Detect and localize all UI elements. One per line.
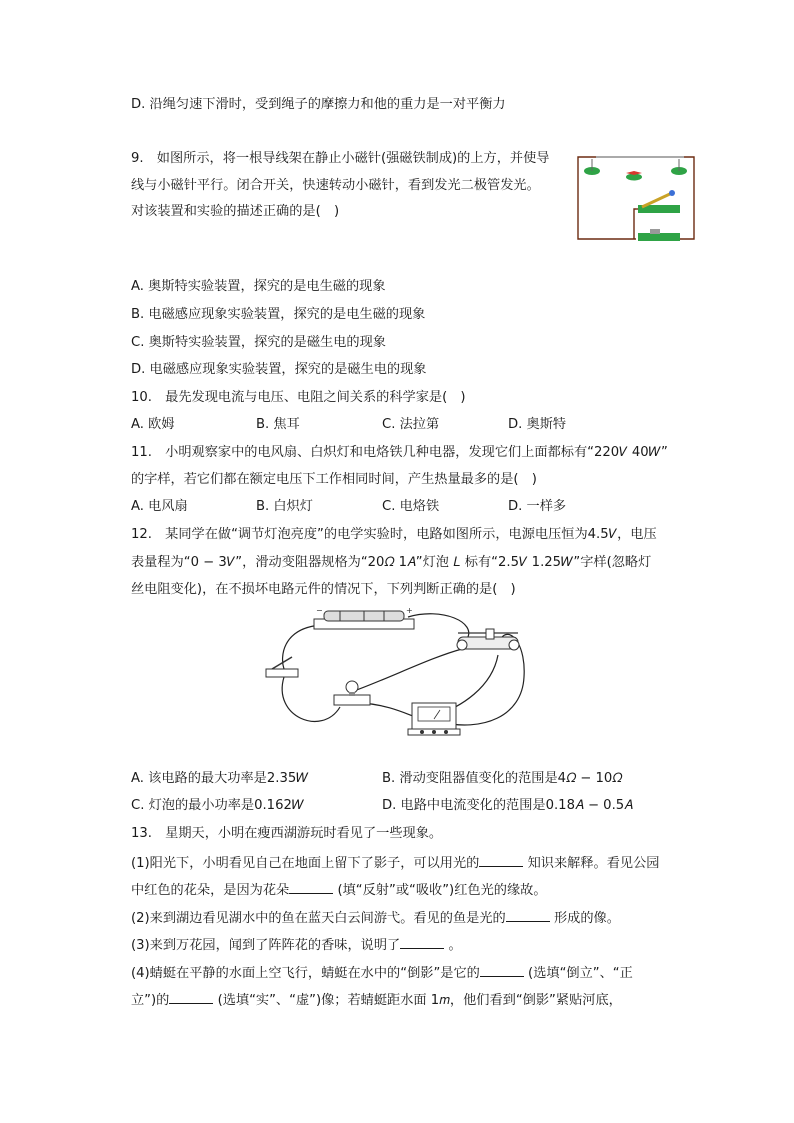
q12-stem-line-1: 12. 某同学在做“调节灯泡亮度”的电学实验时，电路如图所示，电源电压恒为4.5𝑉，电压 [131, 527, 657, 542]
q9-stem-line-3: 对该装置和实验的描述正确的是( ) [131, 204, 340, 219]
q12-option-b: B. 滑动变阻器值变化的范围是4𝛺 − 10𝛺 [382, 771, 623, 786]
q13-part3 [131, 934, 462, 956]
q13-blank-5[interactable] [480, 962, 524, 977]
q13-part4-text-d: (选填“实”、“虚”)像；若蜻蜓距水面 1𝑚，他们看到“倒影”紧贴河底， [217, 993, 622, 1008]
svg-text:−: − [316, 607, 323, 615]
q13-part1-line1 [131, 852, 659, 874]
svg-text:+: + [406, 607, 413, 615]
q9-stem-line-2: 线与小磁针平行。闭合开关，快速转动小磁针，看到发光二极管发光。 [131, 178, 540, 193]
q10-option-c: C. 法拉第 [382, 417, 440, 432]
q13-part4-line2 [131, 989, 622, 1011]
q8-option-d: D. 沿绳匀速下滑时，受到绳子的摩擦力和他的重力是一对平衡力 [131, 97, 506, 112]
q9-option-b: B. 电磁感应现象实验装置，探究的是电生磁的现象 [131, 307, 426, 322]
q12-stem-line-3: 丝电阻变化)，在不损坏电路元件的情况下，下列判断正确的是( ) [131, 582, 516, 597]
q13-part1-text-c: 中红色的花朵，是因为花朵 [131, 883, 290, 898]
q9-stem-line-1: 9. 如图所示，将一根导线架在静止小磁针(强磁铁制成)的上方，并使导 [131, 151, 550, 166]
q9-option-c: C. 奥斯特实验装置，探究的是磁生电的现象 [131, 335, 386, 350]
q13-part1-text-d: (填“反射”或“吸收”)红色光的缘故。 [337, 883, 547, 898]
q13-part3-text-b: 。 [448, 938, 462, 953]
q12-option-d: D. 电路中电流变化的范围是0.18𝐴 − 0.5𝐴 [382, 798, 633, 813]
q9-option-d: D. 电磁感应现象实验装置，探究的是磁生电的现象 [131, 362, 427, 377]
q13-part4-line1 [131, 962, 633, 984]
q13-part4-text-a: (4)蜻蜓在平静的水面上空飞行，蜻蜓在水中的“倒影”是它的 [131, 966, 480, 981]
q12-stem-line-2: 表量程为“0 − 3𝑉”，滑动变阻器规格为“20𝛺 1𝐴”灯泡 𝐿 标有“2.5𝑉 1.25𝑊”字样(忽略灯 [131, 555, 652, 570]
q13-blank-3[interactable] [506, 907, 550, 922]
q9-figure [576, 151, 698, 243]
q13-blank-2[interactable] [289, 879, 333, 894]
q13-blank-6[interactable] [169, 989, 213, 1004]
q11-option-a: A. 电风扇 [131, 499, 188, 514]
q13-part4-text-c: 立”)的 [131, 993, 170, 1008]
q13-part1-text-b: 知识来解释。看见公园 [527, 856, 660, 871]
q9-option-a: A. 奥斯特实验装置，探究的是电生磁的现象 [131, 279, 386, 294]
q13-stem: 13. 星期天，小明在瘦西湖游玩时看见了一些现象。 [131, 826, 443, 841]
q13-part2-text-a: (2)来到湖边看见湖水中的鱼在蓝天白云间游弋。看见的鱼是光的 [131, 911, 506, 926]
q11-option-c: C. 电烙铁 [382, 499, 440, 514]
q10-stem: 10. 最先发现电流与电压、电阻之间关系的科学家是( ) [131, 390, 466, 405]
q13-part2 [131, 907, 620, 929]
q12-circuit-figure [262, 607, 534, 747]
q10-option-b: B. 焦耳 [256, 417, 300, 432]
q13-part1-line2 [131, 879, 547, 901]
q10-option-a: A. 欧姆 [131, 417, 175, 432]
q13-part2-text-b: 形成的像。 [553, 911, 620, 926]
q12-option-c: C. 灯泡的最小功率是0.162𝑊 [131, 798, 305, 813]
q13-part4-text-b: (选填“倒立”、“正 [528, 966, 633, 981]
q11-option-b: B. 白炽灯 [256, 499, 313, 514]
q13-blank-4[interactable] [400, 934, 444, 949]
q11-stem-line-2: 的字样，若它们都在额定电压下工作相同时间，产生热量最多的是( ) [131, 472, 537, 487]
q13-blank-1[interactable] [479, 852, 523, 867]
q12-option-a: A. 该电路的最大功率是2.35𝑊 [131, 771, 309, 786]
q11-option-d: D. 一样多 [508, 499, 567, 514]
q13-part1-text-a: (1)阳光下，小明看见自己在地面上留下了影子，可以用光的 [131, 856, 480, 871]
q10-option-d: D. 奥斯特 [508, 417, 567, 432]
q11-stem-line-1: 11. 小明观察家中的电风扇、白炽灯和电烙铁几种电器，发现它们上面都标有“220𝑉 40𝑊” [131, 445, 668, 460]
q13-part3-text-a: (3)来到万花园，闻到了阵阵花的香味，说明了 [131, 938, 401, 953]
